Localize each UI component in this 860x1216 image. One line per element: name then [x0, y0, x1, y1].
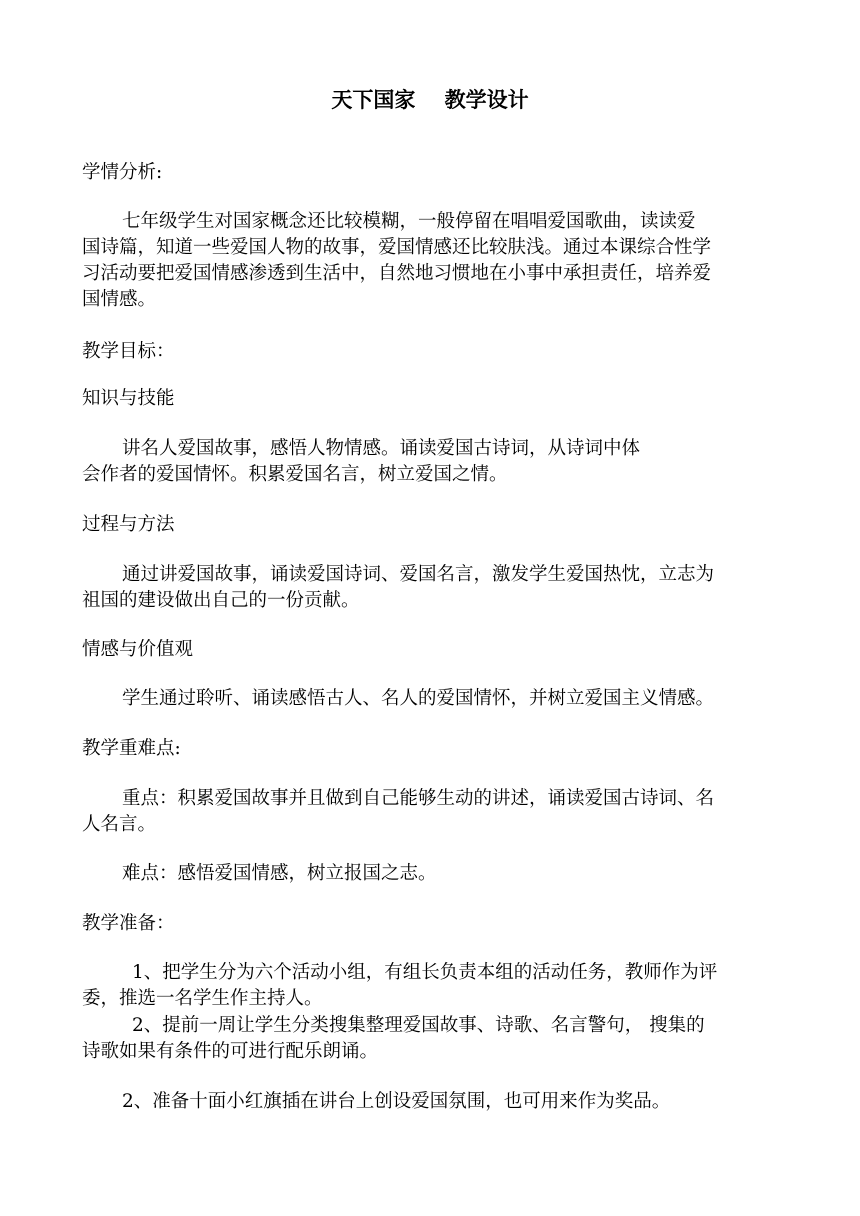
preparation-item-2-line-2: 诗歌如果有条件的可进行配乐朗诵。 [82, 1041, 379, 1062]
learning-analysis-line-4: 国情感。 [82, 289, 157, 310]
emotion-line-1: 学生通过聆听、诵读感悟古人、名人的爱国情怀，并树立爱国主义情感。 [122, 688, 715, 709]
learning-analysis-line-1: 七年级学生对国家概念还比较模糊，一般停留在唱唱爱国歌曲，读读爱 [122, 211, 696, 232]
emotion-heading: 情感与价值观 [82, 639, 194, 660]
process-heading: 过程与方法 [82, 514, 175, 535]
objectives-heading: 教学目标： [82, 341, 175, 362]
preparation-item-1-line-2: 委，推选一名学生作主持人。 [82, 988, 323, 1009]
preparation-item-3: 2、准备十面小红旗插在讲台上创设爱国氛围，也可用来作为奖品。 [122, 1091, 671, 1112]
preparation-heading: 教学准备： [82, 913, 175, 934]
document-title: 天下国家 教学设计 [331, 87, 529, 112]
knowledge-line-1: 讲名人爱国故事，感悟人物情感。诵读爱国古诗词，从诗词中体 [122, 438, 641, 459]
knowledge-line-2: 会作者的爱国情怀。积累爱国名言，树立爱国之情。 [82, 464, 508, 485]
process-line-1: 通过讲爱国故事，诵读爱国诗词、爱国名言，激发学生爱国热忱，立志为 [122, 564, 715, 585]
knowledge-heading: 知识与技能 [82, 388, 175, 409]
difficulty-line: 难点：感悟爱国情感，树立报国之志。 [122, 863, 437, 884]
key-points-heading: 教学重难点: [82, 738, 181, 759]
key-point-line-1: 重点：积累爱国故事并且做到自己能够生动的讲述，诵读爱国古诗词、名 [122, 788, 715, 809]
learning-analysis-heading: 学情分析: [82, 162, 163, 183]
learning-analysis-line-2: 国诗篇，知道一些爱国人物的故事，爱国情感还比较肤浅。通过本课综合性学 [82, 237, 712, 258]
key-point-line-2: 人名言。 [82, 814, 157, 835]
process-line-2: 祖国的建设做出自己的一份贡献。 [82, 590, 360, 611]
learning-analysis-line-3: 习活动要把爱国情感渗透到生活中，自然地习惯地在小事中承担责任，培养爱 [82, 263, 712, 284]
preparation-item-1-line-1: 1、把学生分为六个活动小组，有组长负责本组的活动任务，教师作为评 [132, 962, 718, 983]
preparation-item-2-line-1: 2、提前一周让学生分类搜集整理爱国故事、诗歌、名言警句， 搜集的 [132, 1015, 705, 1036]
